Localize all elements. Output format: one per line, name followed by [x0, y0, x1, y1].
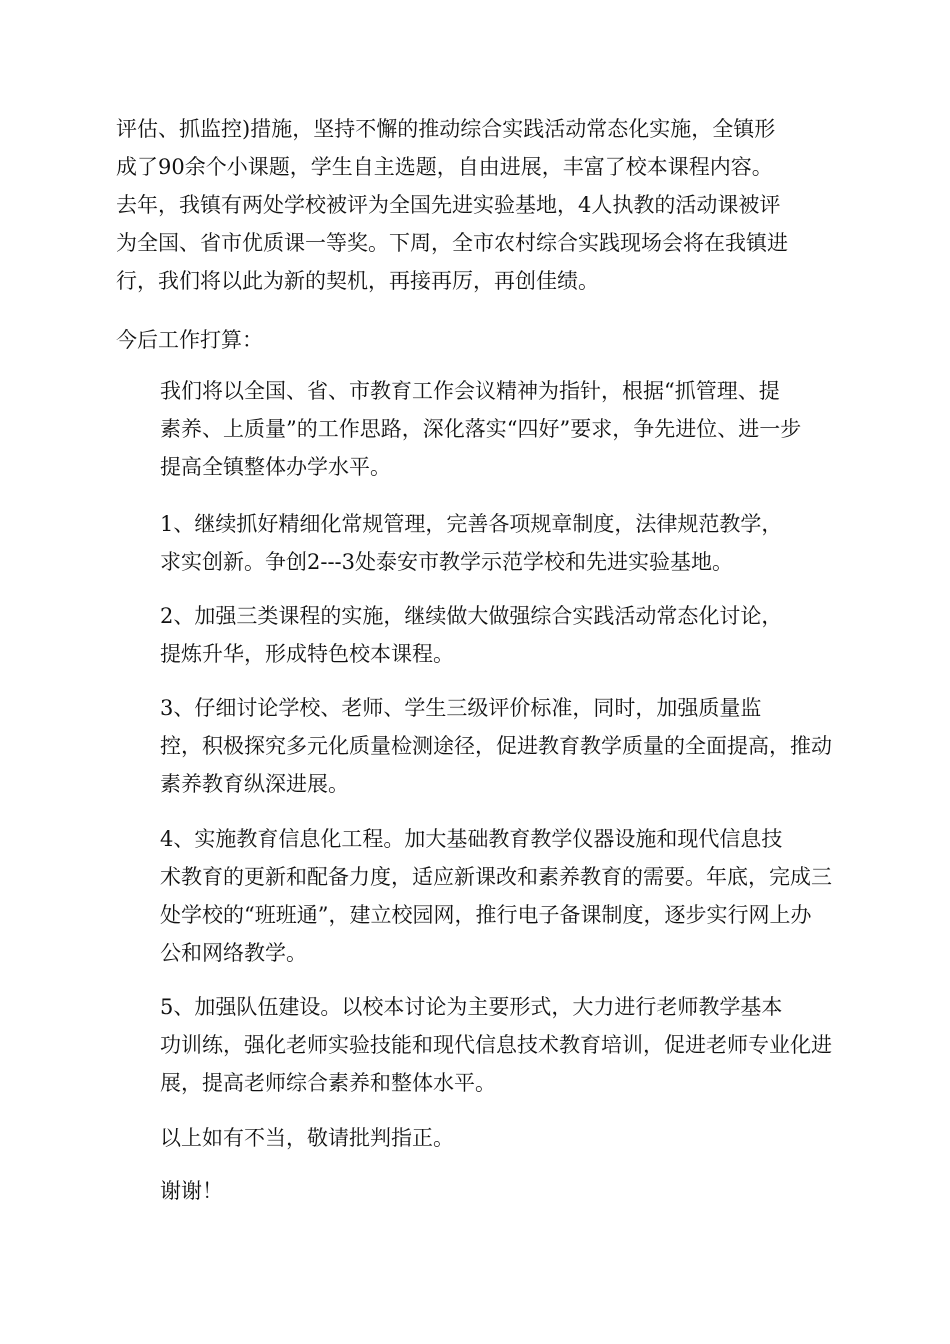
paragraph-guiding-principle: [116, 372, 836, 486]
text-line: 展，提高老师综合素养和整体水平。: [160, 1071, 496, 1095]
text-line: 评估、抓监控)措施，坚持不懈的推动综合实践活动常态化实施，全镇形: [116, 117, 776, 141]
list-item-1: [116, 505, 836, 581]
text-line: 1、继续抓好精细化常规管理，完善各项规章制度，法律规范教学，: [160, 512, 783, 536]
list-item-5: [116, 988, 836, 1102]
text-line: 成了90余个小课题，学生自主选题，自由进展，丰富了校本课程内容。: [116, 155, 773, 179]
text-line: 素养、上质量”的工作思路，深化落实“四好”要求，争先进位、进一步: [160, 417, 802, 441]
text-line: 2、加强三类课程的实施，继续做大做强综合实践活动常态化讨论，: [160, 604, 783, 628]
text-line: 素养教育纵深进展。: [160, 772, 349, 796]
heading-text: 今后工作打算：: [116, 328, 263, 352]
text-line: 提炼升华，形成特色校本课程。: [160, 642, 454, 666]
closing-remark: [116, 1119, 836, 1157]
text-line: 功训练，强化老师实验技能和现代信息技术教育培训，促进老师专业化进: [160, 1033, 832, 1057]
text-line: 求实创新。争创2---3处泰安市教学示范学校和先进实验基地。: [160, 550, 734, 574]
list-item-3: [116, 689, 836, 803]
text-line: 为全国、省市优质课一等奖。下周，全市农村综合实践现场会将在我镇进: [116, 231, 788, 255]
text-line: 我们将以全国、省、市教育工作会议精神为指针，根据“抓管理、提: [160, 379, 780, 403]
text-line: 3、仔细讨论学校、老师、学生三级评价标准，同时，加强质量监: [160, 696, 762, 720]
text-line: 去年，我镇有两处学校被评为全国先进实验基地，4人执教的活动课被评: [116, 193, 781, 217]
text-line: 5、加强队伍建设。以校本讨论为主要形式，大力进行老师教学基本: [160, 995, 783, 1019]
text-line: 以上如有不当，敬请批判指正。: [160, 1126, 454, 1150]
text-line: 控，积极探究多元化质量检测途径，促进教育教学质量的全面提高，推动: [160, 734, 832, 758]
text-line: 提高全镇整体办学水平。: [160, 455, 391, 479]
text-line: 谢谢！: [160, 1179, 223, 1203]
section-heading-future-plans: [116, 321, 836, 359]
text-line: 4、实施教育信息化工程。加大基础教育教学仪器设施和现代信息技: [160, 827, 783, 851]
text-line: 术教育的更新和配备力度，适应新课改和素养教育的需要。年底，完成三: [160, 865, 832, 889]
thanks-line: [116, 1172, 836, 1210]
text-line: 处学校的“班班通”，建立校园网，推行电子备课制度，逐步实行网上办: [160, 903, 812, 927]
list-item-4: [116, 820, 836, 972]
paragraph-achievements: [116, 110, 836, 300]
text-line: 行，我们将以此为新的契机，再接再厉，再创佳绩。: [116, 269, 599, 293]
list-item-2: [116, 597, 836, 673]
text-line: 公和网络教学。: [160, 941, 307, 965]
